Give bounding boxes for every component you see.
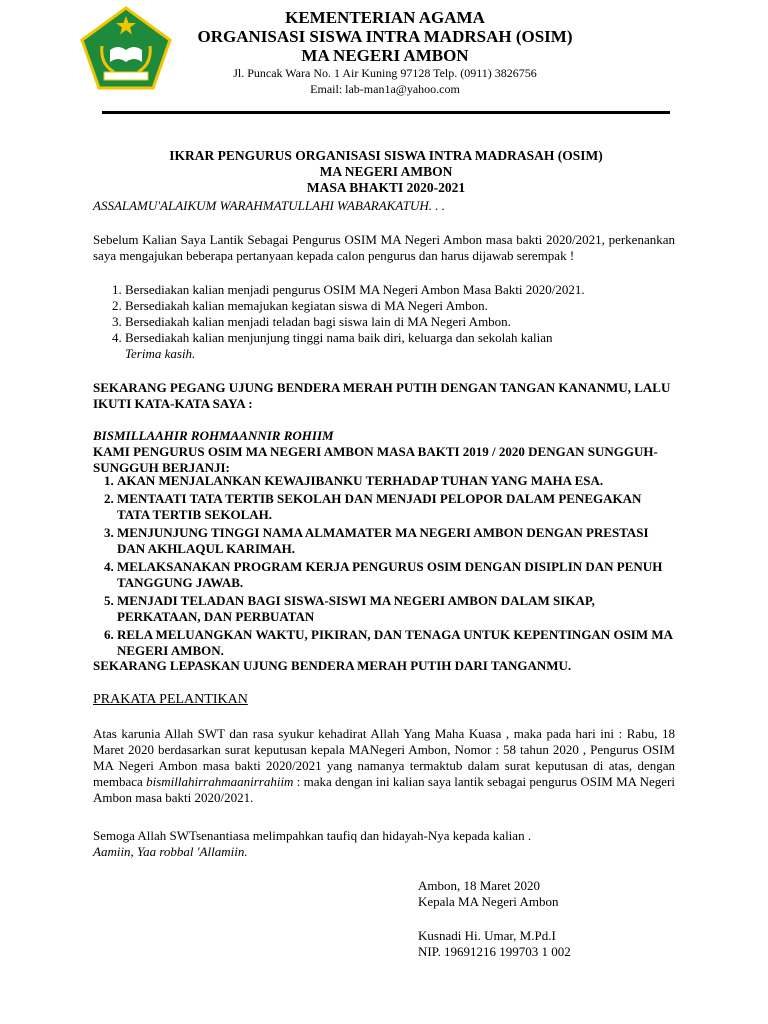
questions-list [93,282,675,362]
signature-name: Kusnadi Hi. Umar, M.Pd.I [418,928,556,943]
list-item: 6. RELA MELUANGKAN WAKTU, PIKIRAN, DAN TENAGA UNTUK KEPENTINGAN OSIM MA NEGERI AMBON. [117,627,675,659]
flag-instruction: SEKARANG PEGANG UJUNG BENDERA MERAH PUTIH DENGAN TANGAN KANANMU, LALU IKUTI KATA-KATA SAYA : [93,380,671,411]
title-line-3: MASA BHAKTI 2020-2021 [306,180,466,195]
signature-place-date: Ambon, 18 Maret 2020 [418,878,541,893]
ministry-name: KEMENTERIAN AGAMA [285,8,485,27]
intro-paragraph: Sebelum Kalian Saya Lantik Sebagai Pengurus OSIM MA Negeri Ambon masa bakti 2020/2021, perkenankan saya mengajukan beberapa pertanyaan kepada calon pengurus dan harus dijawab serempak ! [93,232,675,263]
school-email: Email: lab-man1a@yahoo.com [310,82,460,96]
organization-name: ORGANISASI SISWA INTRA MADRSAH (OSIM) [197,27,573,46]
pledge-intro: KAMI PENGURUS OSIM MA NEGERI AMBON MASA BAKTI 2019 / 2020 DENGAN SUNGGUH-SUNGGUH BERJANJI: [93,444,658,475]
bismillah: BISMILLAAHIR ROHMAANNIR ROHIIM [93,428,334,443]
letterhead [160,8,610,97]
title-line-2: MA NEGERI AMBON [319,164,453,179]
logo-banner [104,72,148,80]
list-item: 2. Bersediakah kalian memajukan kegiatan siswa di MA Negeri Ambon. [125,298,675,314]
signature-position: Kepala MA Negeri Ambon [418,894,559,909]
prakata-bismillah: bismillahirrahmaanirrahiim [146,774,294,789]
document-title [96,148,676,196]
prakata-paragraph [93,726,675,806]
list-item: 4. MELAKSANAKAN PROGRAM KERJA PENGURUS OSIM DENGAN DISIPLIN DAN PENUH TANGGUNG JAWAB. [117,559,675,591]
questions-section [93,282,675,362]
list-item: 3. MENJUNJUNG TINGGI NAMA ALMAMATER MA NEGERI AMBON DENGAN PRESTASI DAN AKHLAQUL KARIMAH. [117,525,675,557]
list-item: 2. MENTAATI TATA TERTIB SEKOLAH DAN MENJADI PELOPOR DALAM PENEGAKAN TATA TERTIB SEKOLAH. [117,491,675,523]
greeting: ASSALAMU'ALAIKUM WARAHMATULLAHI WABARAKATUH. . . [93,198,446,213]
signature-nip: NIP. 19691216 199703 1 002 [418,944,571,959]
question-4-text: Bersediakah kalian menjunjung tinggi nama baik diri, keluarga dan sekolah kalian [125,330,553,345]
school-address: Jl. Puncak Wara No. 1 Air Kuning 97128 Telp. (0911) 3826756 [233,66,537,80]
list-item: 1. AKAN MENJALANKAN KEWAJIBANKU TERHADAP TUHAN YANG MAHA ESA. [117,473,675,489]
list-item: 1. Bersediakan kalian menjadi pengurus OSIM MA Negeri Ambon Masa Bakti 2020/2021. [125,282,675,298]
kemenag-logo [80,6,172,90]
thanks-text: Terima kasih. [125,346,196,361]
school-name: MA NEGERI AMBON [301,46,469,65]
pledge-list [93,473,675,659]
list-item: 3. Bersediakah kalian menjadi teladan bagi siswa lain di MA Negeri Ambon. [125,314,675,330]
list-item [125,330,675,362]
closing-prayer: Semoga Allah SWTsenantiasa melimpahkan taufiq dan hidayah-Nya kepada kalian . [93,828,532,843]
letterhead-divider [102,111,670,114]
pledge-section [93,473,675,661]
aamiin: Aamiin, Yaa robbal 'Allamiin. [93,844,248,859]
prakata-heading: PRAKATA PELANTIKAN [93,692,248,707]
prakata-text-2: : maka dengan ini kalian saya lantik sebagai pengurus OSIM MA Negeri Ambon masa bakti 2020/2021. [93,774,675,805]
title-line-1: IKRAR PENGURUS ORGANISASI SISWA INTRA MADRASAH (OSIM) [169,148,603,163]
prakata-text-1: Atas karunia Allah SWT dan rasa syukur kehadirat Allah Yang Maha Kuasa , maka pada hari ini : Rabu, 18 Maret 2020 berdasarkan surat keputusan kepala MANegeri Ambon, Nomor : 58 tahun 2020 , Pengurus OSIM MA Negeri Ambon masa bakti 2020/2021 yang namanya termaktub dalam surat keputusan di atas, dengan membaca [93,726,675,789]
release-flag-instruction: SEKARANG LEPASKAN UJUNG BENDERA MERAH PUTIH DARI TANGANMU. [93,658,572,673]
list-item: 5. MENJADI TELADAN BAGI SISWA-SISWI MA NEGERI AMBON DALAM SIKAP, PERKATAAN, DAN PERBUATAN [117,593,675,625]
